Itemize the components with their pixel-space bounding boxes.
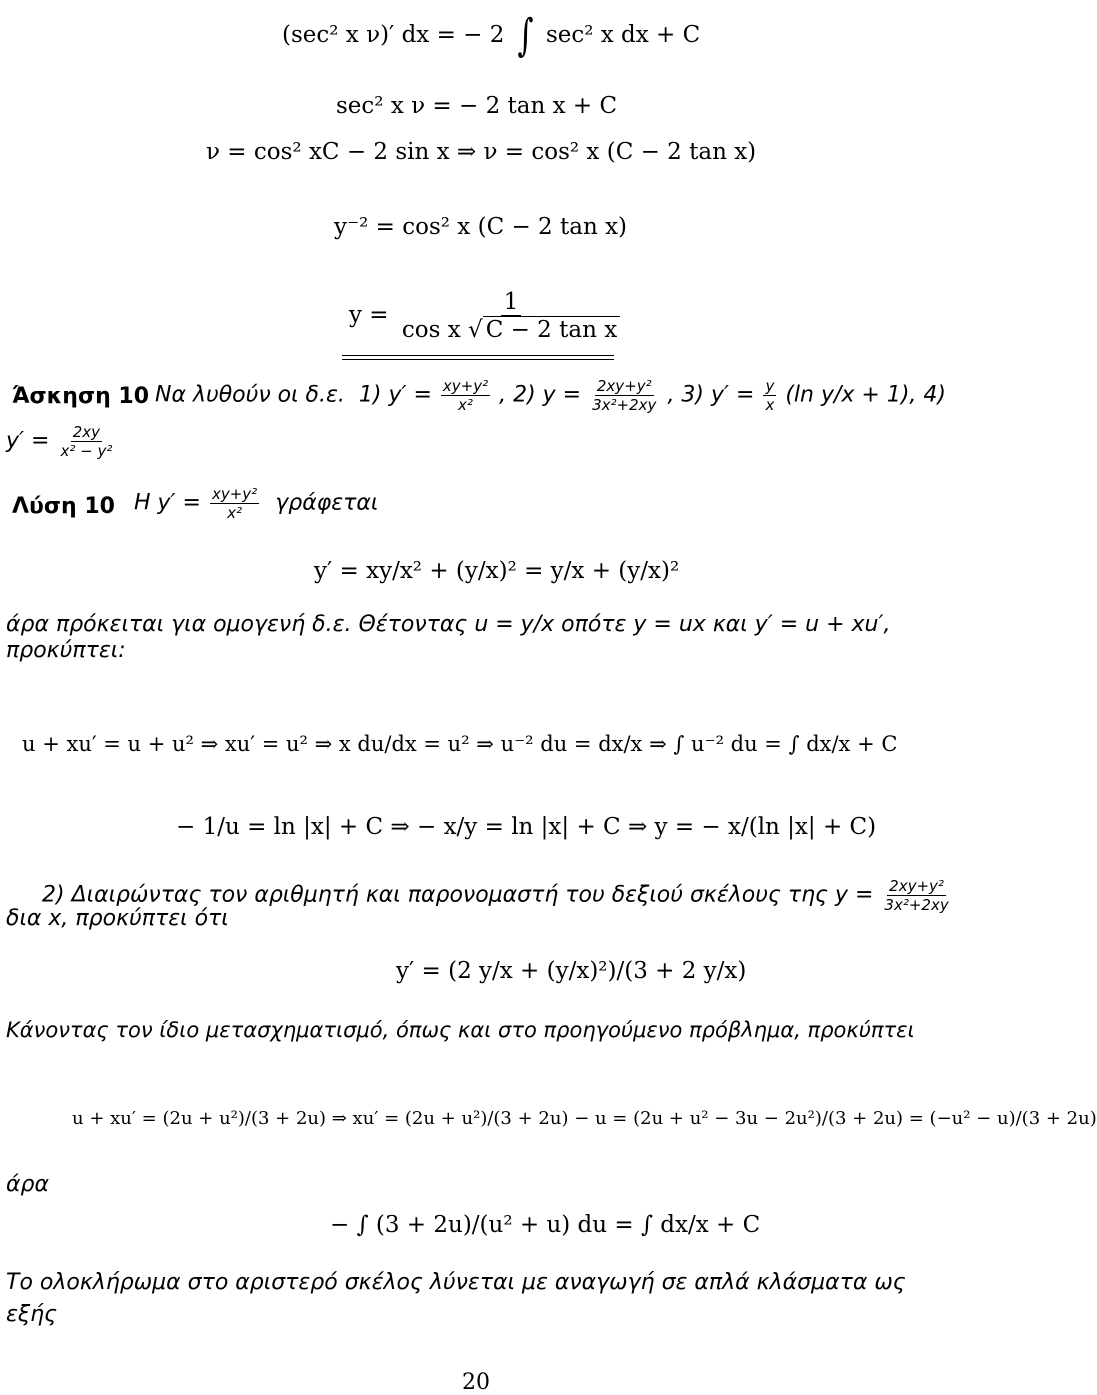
page-number: 20 bbox=[462, 1370, 490, 1395]
part2-text-a: 2) Διαιρώντας τον αριθμητή και παρονομαστή του δεξιού σκέλους της y = bbox=[42, 882, 874, 908]
ara-label: άρα bbox=[6, 1172, 49, 1197]
equation-top-1 bbox=[282, 10, 701, 61]
solution-line-2: άρα πρόκειται για ομογενή δ.ε. Θέτοντας u = y/x οπότε y = ux και y′ = u + xu′, bbox=[6, 612, 891, 637]
denominator-sqrt: C − 2 tan x bbox=[483, 316, 621, 343]
solution-line-7: Το ολοκλήρωμα στο αριστερό σκέλος λύνεται με αναγωγή σε απλά κλάσματα ως bbox=[6, 1270, 906, 1295]
solution-equation-5: u + xu′ = (2u + u²)/(3 + 2u) ⇒ xu′ = (2u + u²)/(3 + 2u) − u = (2u + u² − 3u − 2u²)/(3 + 2u) = (−u² − u)/(3 + 2u) bbox=[72, 1108, 1097, 1129]
equation-top-2: sec² x ν = − 2 tan x + C bbox=[336, 93, 618, 119]
exercise-p2-fraction: $\frac{\text{2xy+y²}}{\text{3x²+2xy}}$ bbox=[592, 377, 657, 414]
equation-top-1-lhs: (sec² x ν)′ dx = − 2 bbox=[282, 22, 505, 48]
fraction-numerator: 1 bbox=[501, 290, 522, 316]
exercise-label: Άσκηση 10 bbox=[12, 384, 150, 409]
exercise-p4: y′ = bbox=[6, 428, 50, 454]
equation-top-5 bbox=[349, 290, 626, 342]
solution-equation-4: y′ = (2 y/x + (y/x)²)/(3 + 2 y/x) bbox=[396, 958, 747, 984]
exercise-p1: 1) y′ = bbox=[358, 382, 432, 408]
integral-sign: ∫ bbox=[517, 10, 534, 61]
solution-intro: Η y′ = bbox=[134, 490, 201, 516]
equation-top-4: y⁻² = cos² x (C − 2 tan x) bbox=[334, 214, 628, 240]
equation-top-3: ν = cos² xC − 2 sin x ⇒ ν = cos² x (C − 2 tan x) bbox=[206, 139, 757, 165]
solution-intro-line bbox=[134, 486, 378, 521]
solution-line-3: προκύπτει: bbox=[6, 638, 126, 663]
equation-top-5-fraction bbox=[399, 290, 623, 342]
exercise-line-2 bbox=[6, 424, 116, 459]
exercise-line-1 bbox=[155, 378, 946, 413]
solution-equation-3: − 1/u = ln |x| + C ⇒ − x/y = ln |x| + C ⇒ y = − x/(ln |x| + C) bbox=[176, 814, 877, 840]
solution-label: Λύση 10 bbox=[12, 494, 115, 519]
denominator-cos: cos x bbox=[401, 317, 461, 344]
solution-line-5: Κάνοντας τον ίδιο μετασχηματισμό, όπως και στο προηγούμενο πρόβλημα, προκύπτει bbox=[6, 1018, 915, 1042]
exercise-p1-fraction: $\frac{\text{xy+y²}}{\text{x²}}$ bbox=[442, 377, 489, 414]
solution-line-8: εξής bbox=[6, 1302, 58, 1327]
equation-top-1-rhs: sec² x dx + C bbox=[545, 22, 701, 48]
box-double-line bbox=[342, 355, 614, 360]
exercise-p2: , 2) y = bbox=[499, 382, 582, 408]
exercise-p4-fraction: $\frac{2xy}{\text{x² − y²}}$ bbox=[60, 423, 113, 460]
exercise-p3: , 3) y′ = bbox=[667, 382, 755, 408]
exercise-p3-fraction: $\frac{y}{x}$ bbox=[765, 377, 775, 414]
exercise-intro: Να λυθούν οι δ.ε. bbox=[155, 382, 345, 408]
part2-line-b: δια x, προκύπτει ότι bbox=[6, 906, 229, 931]
equation-top-5-lhs: y = bbox=[349, 302, 389, 329]
solution-intro-tail: γράφεται bbox=[275, 490, 379, 516]
solution-equation-1: y′ = xy/x² + (y/x)² = y/x + (y/x)² bbox=[314, 558, 680, 584]
solution-equation-2: u + xu′ = u + u² ⇒ xu′ = u² ⇒ x du/dx = u² ⇒ u⁻² du = dx/x ⇒ ∫ u⁻² du = ∫ dx/x + C bbox=[22, 732, 898, 756]
solution-intro-fraction: $\frac{\text{xy+y²}}{\text{x²}}$ bbox=[211, 485, 258, 522]
exercise-p3-tail: (ln y/x + 1), 4) bbox=[785, 382, 946, 408]
solution-equation-6: − ∫ (3 + 2u)/(u² + u) du = ∫ dx/x + C bbox=[330, 1212, 761, 1238]
part2-fraction: $\frac{\text{2xy+y²}}{\text{3x²+2xy}}$ bbox=[884, 877, 949, 914]
fraction-denominator: cos x √ C − 2 tan x bbox=[399, 316, 623, 342]
